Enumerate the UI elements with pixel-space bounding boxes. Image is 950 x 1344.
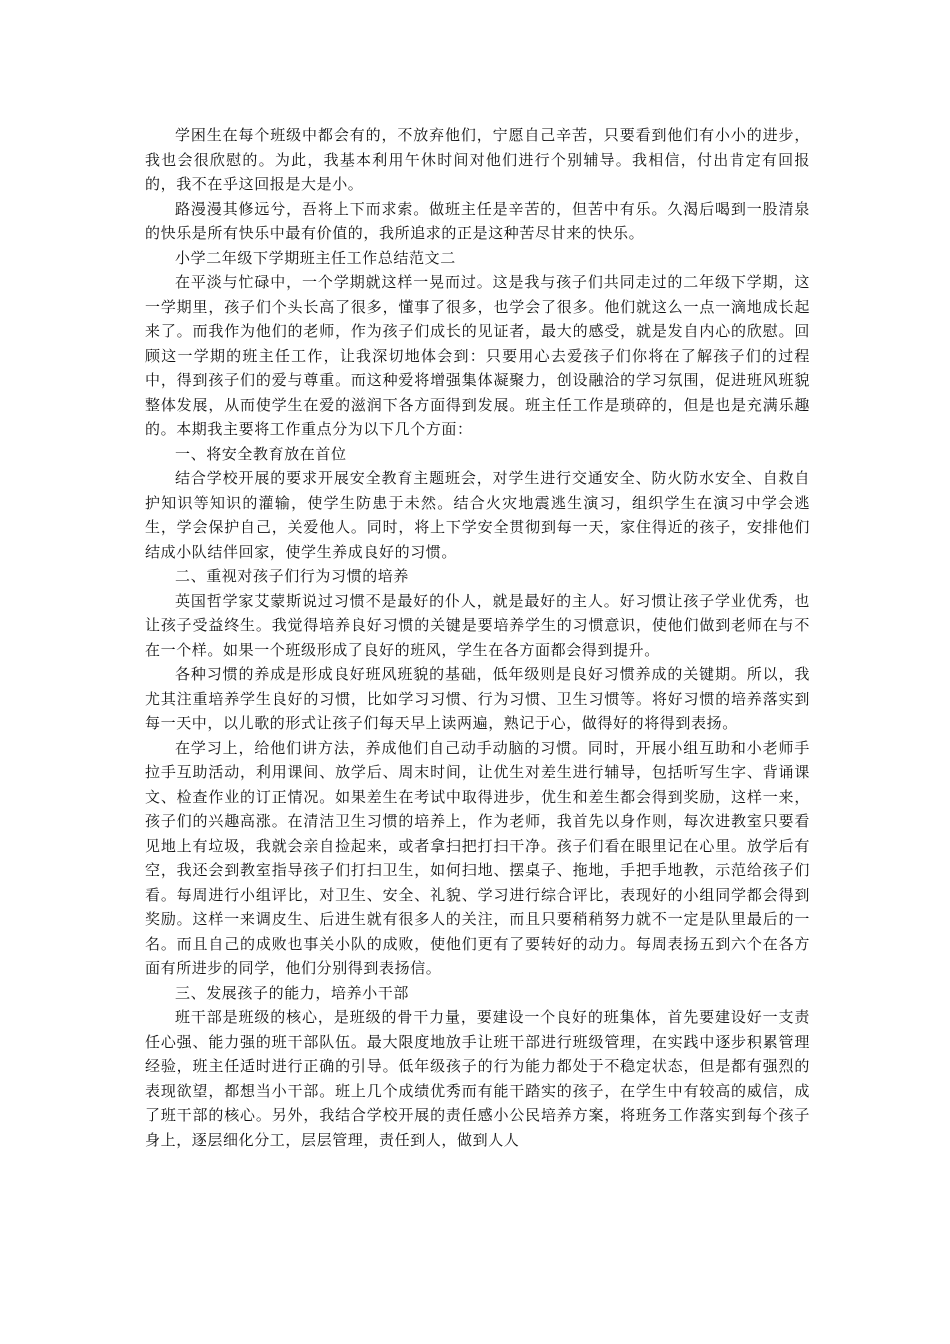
paragraph-good-habits: 英国哲学家艾蒙斯说过习惯不是最好的仆人，就是最好的主人。好习惯让孩子学业优秀，也让孩子受益终生。我觉得培养良好习惯的关键是要培养学生的习惯意识，使他们做到老师在与不在一个样。如果一个班级形成了良好的班风，学生在各方面都会得到提升。: [145, 591, 810, 659]
document-body: [145, 123, 810, 1152]
heading-behavior-habits: 二、重视对孩子们行为习惯的培养: [175, 567, 410, 585]
paragraph-study-habits: 在学习上，给他们讲方法，养成他们自己动手动脑的习惯。同时，开展小组互助和小老师手拉手互助活动，利用课间、放学后、周末时间，让优生对差生进行辅导，包括听写生字、背诵课文、检查作业的订正情况。如果差生在考试中取得进步，优生和差生都会得到奖励，这样一来，孩子们的兴趣高涨。在清洁卫生习惯的培养上，作为老师，我首先以身作则，每次进教室只要看见地上有垃圾，我就会亲自捡起来，或者拿扫把打扫干净。孩子们看在眼里记在心里。放学后有空，我还会到教室指导孩子们打扫卫生，如何扫地、摆桌子、拖地，手把手地教，示范给孩子们看。每周进行小组评比，对卫生、安全、礼貌、学习进行综合评比，表现好的小组同学都会得到奖励。这样一来调皮生、后进生就有很多人的关注，而且只要稍稍努力就不一定是队里最后的一名。而且自己的成败也事关小队的成败，使他们更有了要转好的动力。每周表扬五到六个在各方面有所进步的同学，他们分别得到表扬信。: [145, 738, 810, 977]
heading-class-cadres: 三、发展孩子的能力，培养小干部: [175, 983, 410, 1002]
heading-safety-education: 一、将安全教育放在首位: [175, 444, 347, 463]
paragraph-habit-formation: 各种习惯的养成是形成良好班风班貌的基础，低年级则是良好习惯养成的关键期。所以，我尤其注重培养学生良好的习惯，比如学习习惯、行为习惯、卫生习惯等。将好习惯的培养落实到每一天中，以儿歌的形式让孩子们每天早上读两遍，熟记于心，做得好的将得到表扬。: [145, 665, 810, 732]
section-title-sample-two: 小学二年级下学期班主任工作总结范文二: [175, 248, 456, 267]
paragraph-class-cadres: 班干部是班级的核心，是班级的骨干力量，要建设一个良好的班集体，首先要建设好一支责任心强、能力强的班干部队伍。最大限度地放手让班干部进行班级管理，在实践中逐步积累管理经验，班主任适时进行正确的引导。低年级孩子的行为能力都处于不稳定状态，但是都有强烈的表现欲望，都想当小干部。班上几个成绩优秀而有能干踏实的孩子，在学生中有较高的威信，成了班干部的核心。另外，我结合学校开展的责任感小公民培养方案，将班务工作落实到每个孩子身上，逐层细化分工，层层管理，责任到人，做到人人: [145, 1008, 810, 1149]
paragraph-introduction: 在平淡与忙碌中，一个学期就这样一晃而过。这是我与孩子们共同走过的二年级下学期，这一学期里，孩子们个头长高了很多，懂事了很多，也学会了很多。他们就这么一点一滴地成长起来了。而我作为他们的老师，作为孩子们成长的见证者，最大的感受，就是发自内心的欣慰。回顾这一学期的班主任工作，让我深切地体会到：只要用心去爱孩子们你将在了解孩子们的过程中，得到孩子们的爱与尊重。而这种爱将增强集体凝聚力，创设融洽的学习氛围，促进班风班貌整体发展，从而使学生在爱的滋润下各方面得到发展。班主任工作是琐碎的，但是也是充满乐趣的。本期我主要将工作重点分为以下几个方面：: [145, 273, 810, 438]
paragraph-long-road: 路漫漫其修远兮，吾将上下而求索。做班主任是辛苦的，但苦中有乐。久渴后喝到一股清泉的快乐是所有快乐中最有价值的，我所追求的正是这种苦尽甘来的快乐。: [145, 199, 810, 242]
paragraph-safety-education: 结合学校开展的要求开展安全教育主题班会，对学生进行交通安全、防火防水安全、自救自护知识等知识的灌输，使学生防患于未然。结合火灾地震逃生演习，组织学生在演习中学会逃生，学会保护自己，关爱他人。同时，将上下学安全贯彻到每一天，家住得近的孩子，安排他们结成小队结伴回家，使学生养成良好的习惯。: [145, 469, 810, 561]
paragraph-underachievers: 学困生在每个班级中都会有的，不放弃他们，宁愿自己辛苦，只要看到他们有小小的进步，我也会很欣慰的。为此，我基本利用午休时间对他们进行个别辅导。我相信，付出肯定有回报的，我不在乎这回报是大是小。: [145, 126, 810, 193]
